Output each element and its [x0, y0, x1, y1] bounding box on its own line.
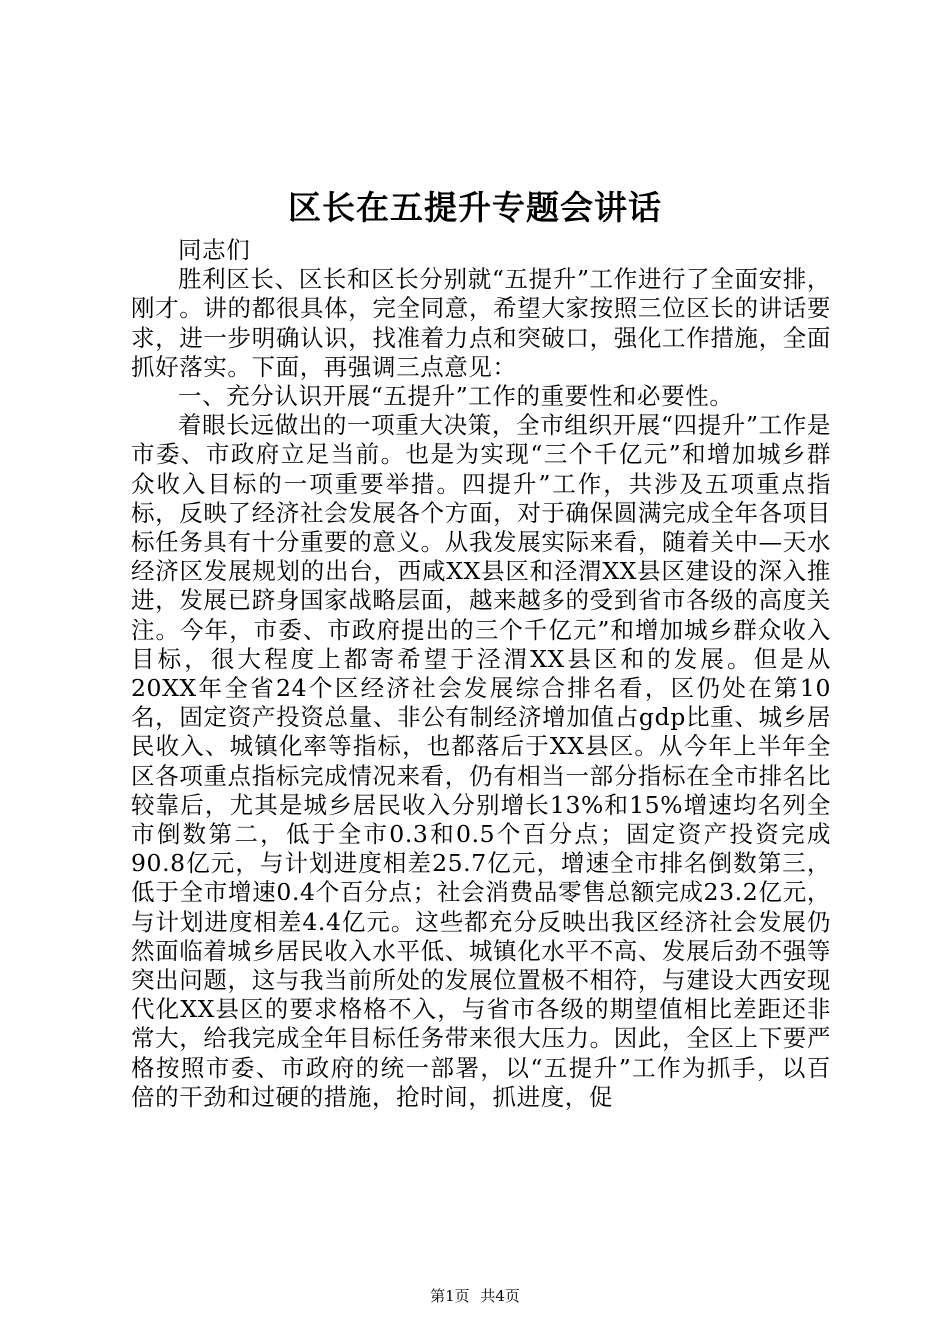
- body-paragraph: 着眼长远做出的一项重大决策，全市组织开展“四提升”工作是市委、市政府立足当前。也是为实现“三个千亿元”和增加城乡群众收入目标的一项重要举措。四提升”工作，共涉及五项重点指标，反映了经济社会发展各个方面，对于确保圆满完成全年各项目标任务具有十分重要的意义。从我发展实际来看，随着关中—天水经济区发展规划的出台，西咸XX县区和泾渭XX县区建设的深入推进，发展已跻身国家战略层面，越来越多的受到省市各级的高度关注。今年，市委、市政府提出的三个千亿元”和增加城乡群众收入目标，很大程度上都寄希望于泾渭XX县区和的发展。但是从20XX年全省24个区经济社会发展综合排名看，区仍处在第10名，固定资产投资总量、非公有制经济增加值占gdp比重、城乡居民收入、城镇化率等指标，也都落后于XX县区。从今年上半年全区各项重点指标完成情况来看，仍有相当一部分指标在全市排名比较靠后，尤其是城乡居民收入分别增长13%和15%增速均名列全市倒数第二，低于全市0.3和0.5个百分点；固定资产投资完成90.8亿元，与计划进度相差25.7亿元，增速全市排名倒数第三，低于全市增速0.4个百分点；社会消费品零售总额完成23.2亿元，与计划进度相差4.4亿元。这些都充分反映出我区经济社会发展仍然面临着城乡居民收入水平低、城镇化水平不高、发展后劲不强等突出问题，这与我当前所处的发展位置极不相符，与建设大西安现代化XX县区的要求格格不入，与省市各级的期望值相比差距还非常大，给我完成全年目标任务带来很大压力。因此，全区上下要严格按照市委、市政府的统一部署，以“五提升”工作为抓手，以百倍的干劲和过硬的措施，抢时间，抓进度，促: [131, 411, 831, 1111]
- document-title: 区长在五提升专题会讲话: [288, 188, 662, 227]
- section-heading-1: 一、充分认识开展“五提升”工作的重要性和必要性。: [178, 382, 734, 411]
- document-body: [131, 236, 831, 1112]
- intro-paragraph: 胜利区长、区长和区长分别就“五提升”工作进行了全面安排，刚才。讲的都很具体，完全同意，希望大家按照三位区长的讲话要求，进一步明确认识，找准着力点和突破口，强化工作措施，全面抓好落实。下面，再强调三点意见：: [131, 265, 831, 381]
- page-footer: [0, 1286, 950, 1306]
- salutation-paragraph: 同志们: [178, 236, 251, 264]
- page-total: 共4页: [480, 1287, 520, 1305]
- page-number: 第1页: [430, 1287, 470, 1305]
